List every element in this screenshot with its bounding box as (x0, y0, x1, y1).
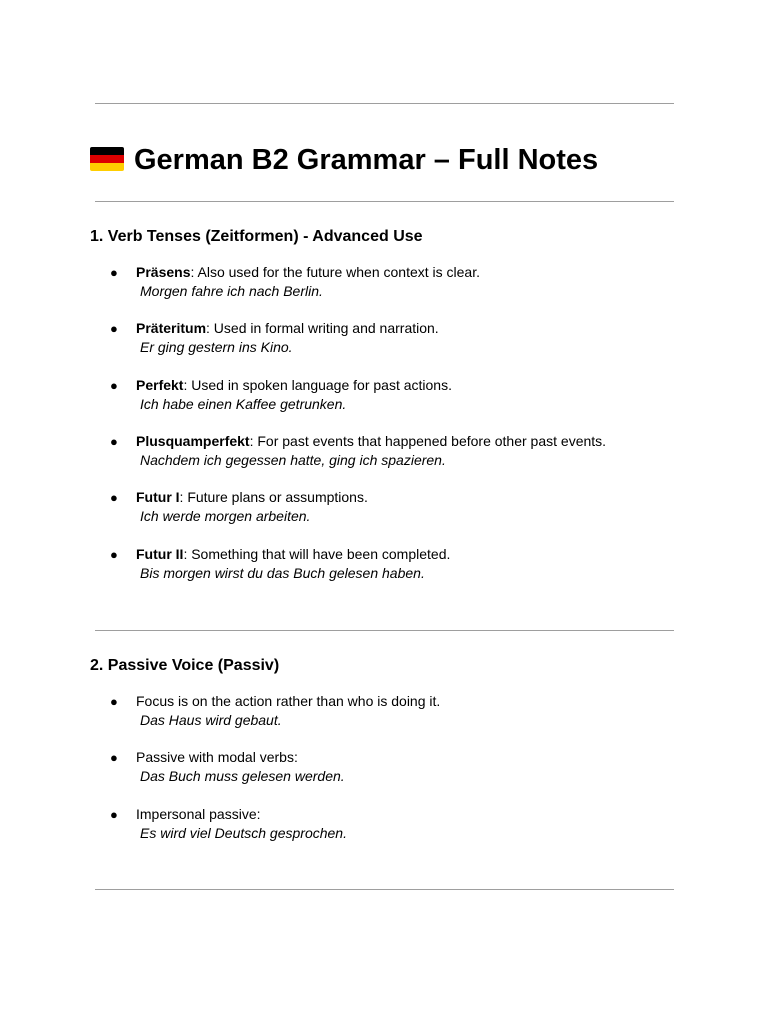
description: : Future plans or assumptions. (179, 489, 368, 505)
list-item-plusquamperfekt (110, 432, 710, 470)
bullet-icon: ● (110, 490, 118, 505)
list-item-futur-2 (110, 545, 710, 583)
description: : For past events that happened before other past events. (249, 433, 607, 449)
term: Präsens (136, 264, 191, 280)
example-sentence: Ich habe einen Kaffee getrunken. (140, 396, 347, 412)
item-text: Passive with modal verbs: (136, 749, 298, 765)
germany-flag-icon (90, 147, 124, 171)
item-text: Impersonal passive: (136, 806, 261, 822)
list-item-perfekt (110, 376, 710, 414)
list-item-passive-focus (110, 692, 710, 730)
example-sentence: Das Haus wird gebaut. (140, 712, 282, 728)
section-heading-passive-voice: 2. Passive Voice (Passiv) (90, 657, 280, 674)
list-item-passive-impersonal (110, 805, 710, 843)
list-item-futur-1 (110, 488, 710, 526)
bullet-icon: ● (110, 265, 118, 280)
bullet-icon: ● (110, 378, 118, 393)
bullet-icon: ● (110, 547, 118, 562)
item-text: Focus is on the action rather than who is doing it. (136, 693, 441, 709)
example-sentence: Morgen fahre ich nach Berlin. (140, 283, 323, 299)
term: Plusquamperfekt (136, 433, 250, 449)
bullet-icon: ● (110, 750, 118, 765)
section-heading-verb-tenses: 1. Verb Tenses (Zeitformen) - Advanced Use (90, 228, 423, 245)
example-sentence: Das Buch muss gelesen werden. (140, 768, 345, 784)
divider-top (95, 103, 674, 104)
description: : Used in formal writing and narration. (206, 320, 439, 336)
example-sentence: Ich werde morgen arbeiten. (140, 508, 311, 524)
example-sentence: Es wird viel Deutsch gesprochen. (140, 825, 347, 841)
divider-between-sections (95, 630, 674, 631)
description: : Something that will have been completed. (183, 546, 451, 562)
example-sentence: Bis morgen wirst du das Buch gelesen haben. (140, 565, 425, 581)
list-item-praesens (110, 263, 710, 301)
page-title-text: German B2 Grammar – Full Notes (134, 144, 599, 176)
divider-below-title (95, 201, 674, 202)
description: : Used in spoken language for past actions. (183, 377, 452, 393)
list-item-praeteritum (110, 319, 710, 357)
bullet-icon: ● (110, 807, 118, 822)
bullet-icon: ● (110, 434, 118, 449)
bullet-icon: ● (110, 694, 118, 709)
example-sentence: Nachdem ich gegessen hatte, ging ich spazieren. (140, 452, 446, 468)
term: Futur II (136, 546, 184, 562)
bullet-icon: ● (110, 321, 118, 336)
term: Futur I (136, 489, 180, 505)
example-sentence: Er ging gestern ins Kino. (140, 339, 293, 355)
term: Präteritum (136, 320, 207, 336)
page-title (90, 140, 598, 180)
term: Perfekt (136, 377, 184, 393)
list-item-passive-modal (110, 748, 710, 786)
divider-bottom (95, 889, 674, 890)
description: : Also used for the future when context is clear. (190, 264, 480, 280)
